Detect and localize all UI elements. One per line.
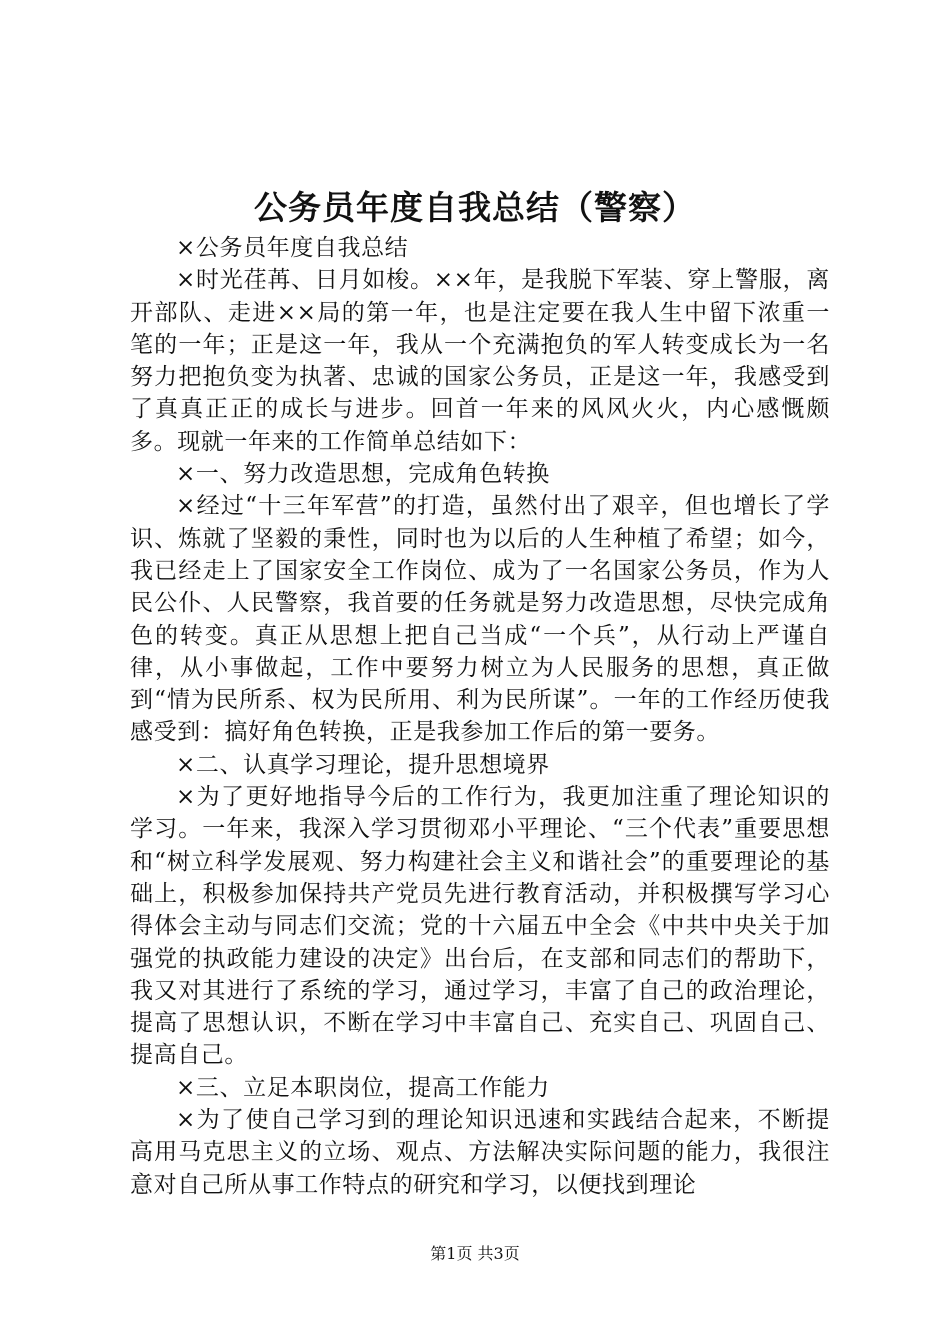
paragraph-section-1: ×经过“十三年军营”的打造，虽然付出了艰辛，但也增长了学识、炼就了坚毅的秉性，同时也为以后的人生种植了希望；如今，我已经走上了国家安全工作岗位、成为了一名国家公务员，作为人民公仆、人民警察，我首要的任务就是努力改造思想，尽快完成角色的转变。真正从思想上把自己当成“一个兵”，从行动上严谨自律，从小事做起，工作中要努力树立为人民服务的思想，真正做到“情为民所系、权为民所用、利为民所谋”。一年的工作经历使我感受到：搞好角色转换，正是我参加工作后的第一要务。 — [130, 493, 830, 746]
page-number-label: 第1页 共3页 — [430, 1244, 520, 1263]
paragraph-section-3: ×为了使自己学习到的理论知识迅速和实践结合起来，不断提高用马克思主义的立场、观点、方法解决实际问题的能力，我很注意对自己所从事工作特点的研究和学习，以便找到理论 — [130, 1107, 830, 1198]
page-footer — [0, 1244, 950, 1264]
paragraph-section-2: ×为了更好地指导今后的工作行为，我更加注重了理论知识的学习。一年来，我深入学习贯彻邓小平理论、“三个代表”重要思想和“树立科学发展观、努力构建社会主义和谐社会”的重要理论的基础上，积极参加保持共产党员先进行教育活动，并积极撰写学习心得体会主动与同志们交流；党的十六届五中全会《中共中央关于加强党的执政能力建设的决定》出台后，在支部和同志们的帮助下，我又对其进行了系统的学习，通过学习，丰富了自己的政治理论，提高了思想认识，不断在学习中丰富自己、充实自己、巩固自己、提高自己。 — [130, 784, 830, 1069]
section-heading-2: ×二、认真学习理论，提升思想境界 — [176, 751, 550, 778]
document-body — [130, 232, 830, 1201]
section-heading-1: ×一、努力改造思想，完成角色转换 — [176, 461, 550, 488]
paragraph-intro: ×时光荏苒、日月如梭。××年，是我脱下军装、穿上警服，离开部队、走进××局的第一年，也是注定要在我人生中留下浓重一笔的一年；正是这一年，我从一个充满抱负的军人转变成长为一名努力把抱负变为执著、忠诚的国家公务员，正是这一年，我感受到了真真正正的成长与进步。回首一年来的风风火火，内心感慨颇多。现就一年来的工作简单总结如下： — [130, 267, 830, 455]
section-heading-3: ×三、立足本职岗位，提高工作能力 — [176, 1074, 550, 1101]
paragraph-heading-summary: ×公务员年度自我总结 — [176, 235, 409, 261]
document-title: 公务员年度自我总结（警察） — [254, 188, 696, 227]
